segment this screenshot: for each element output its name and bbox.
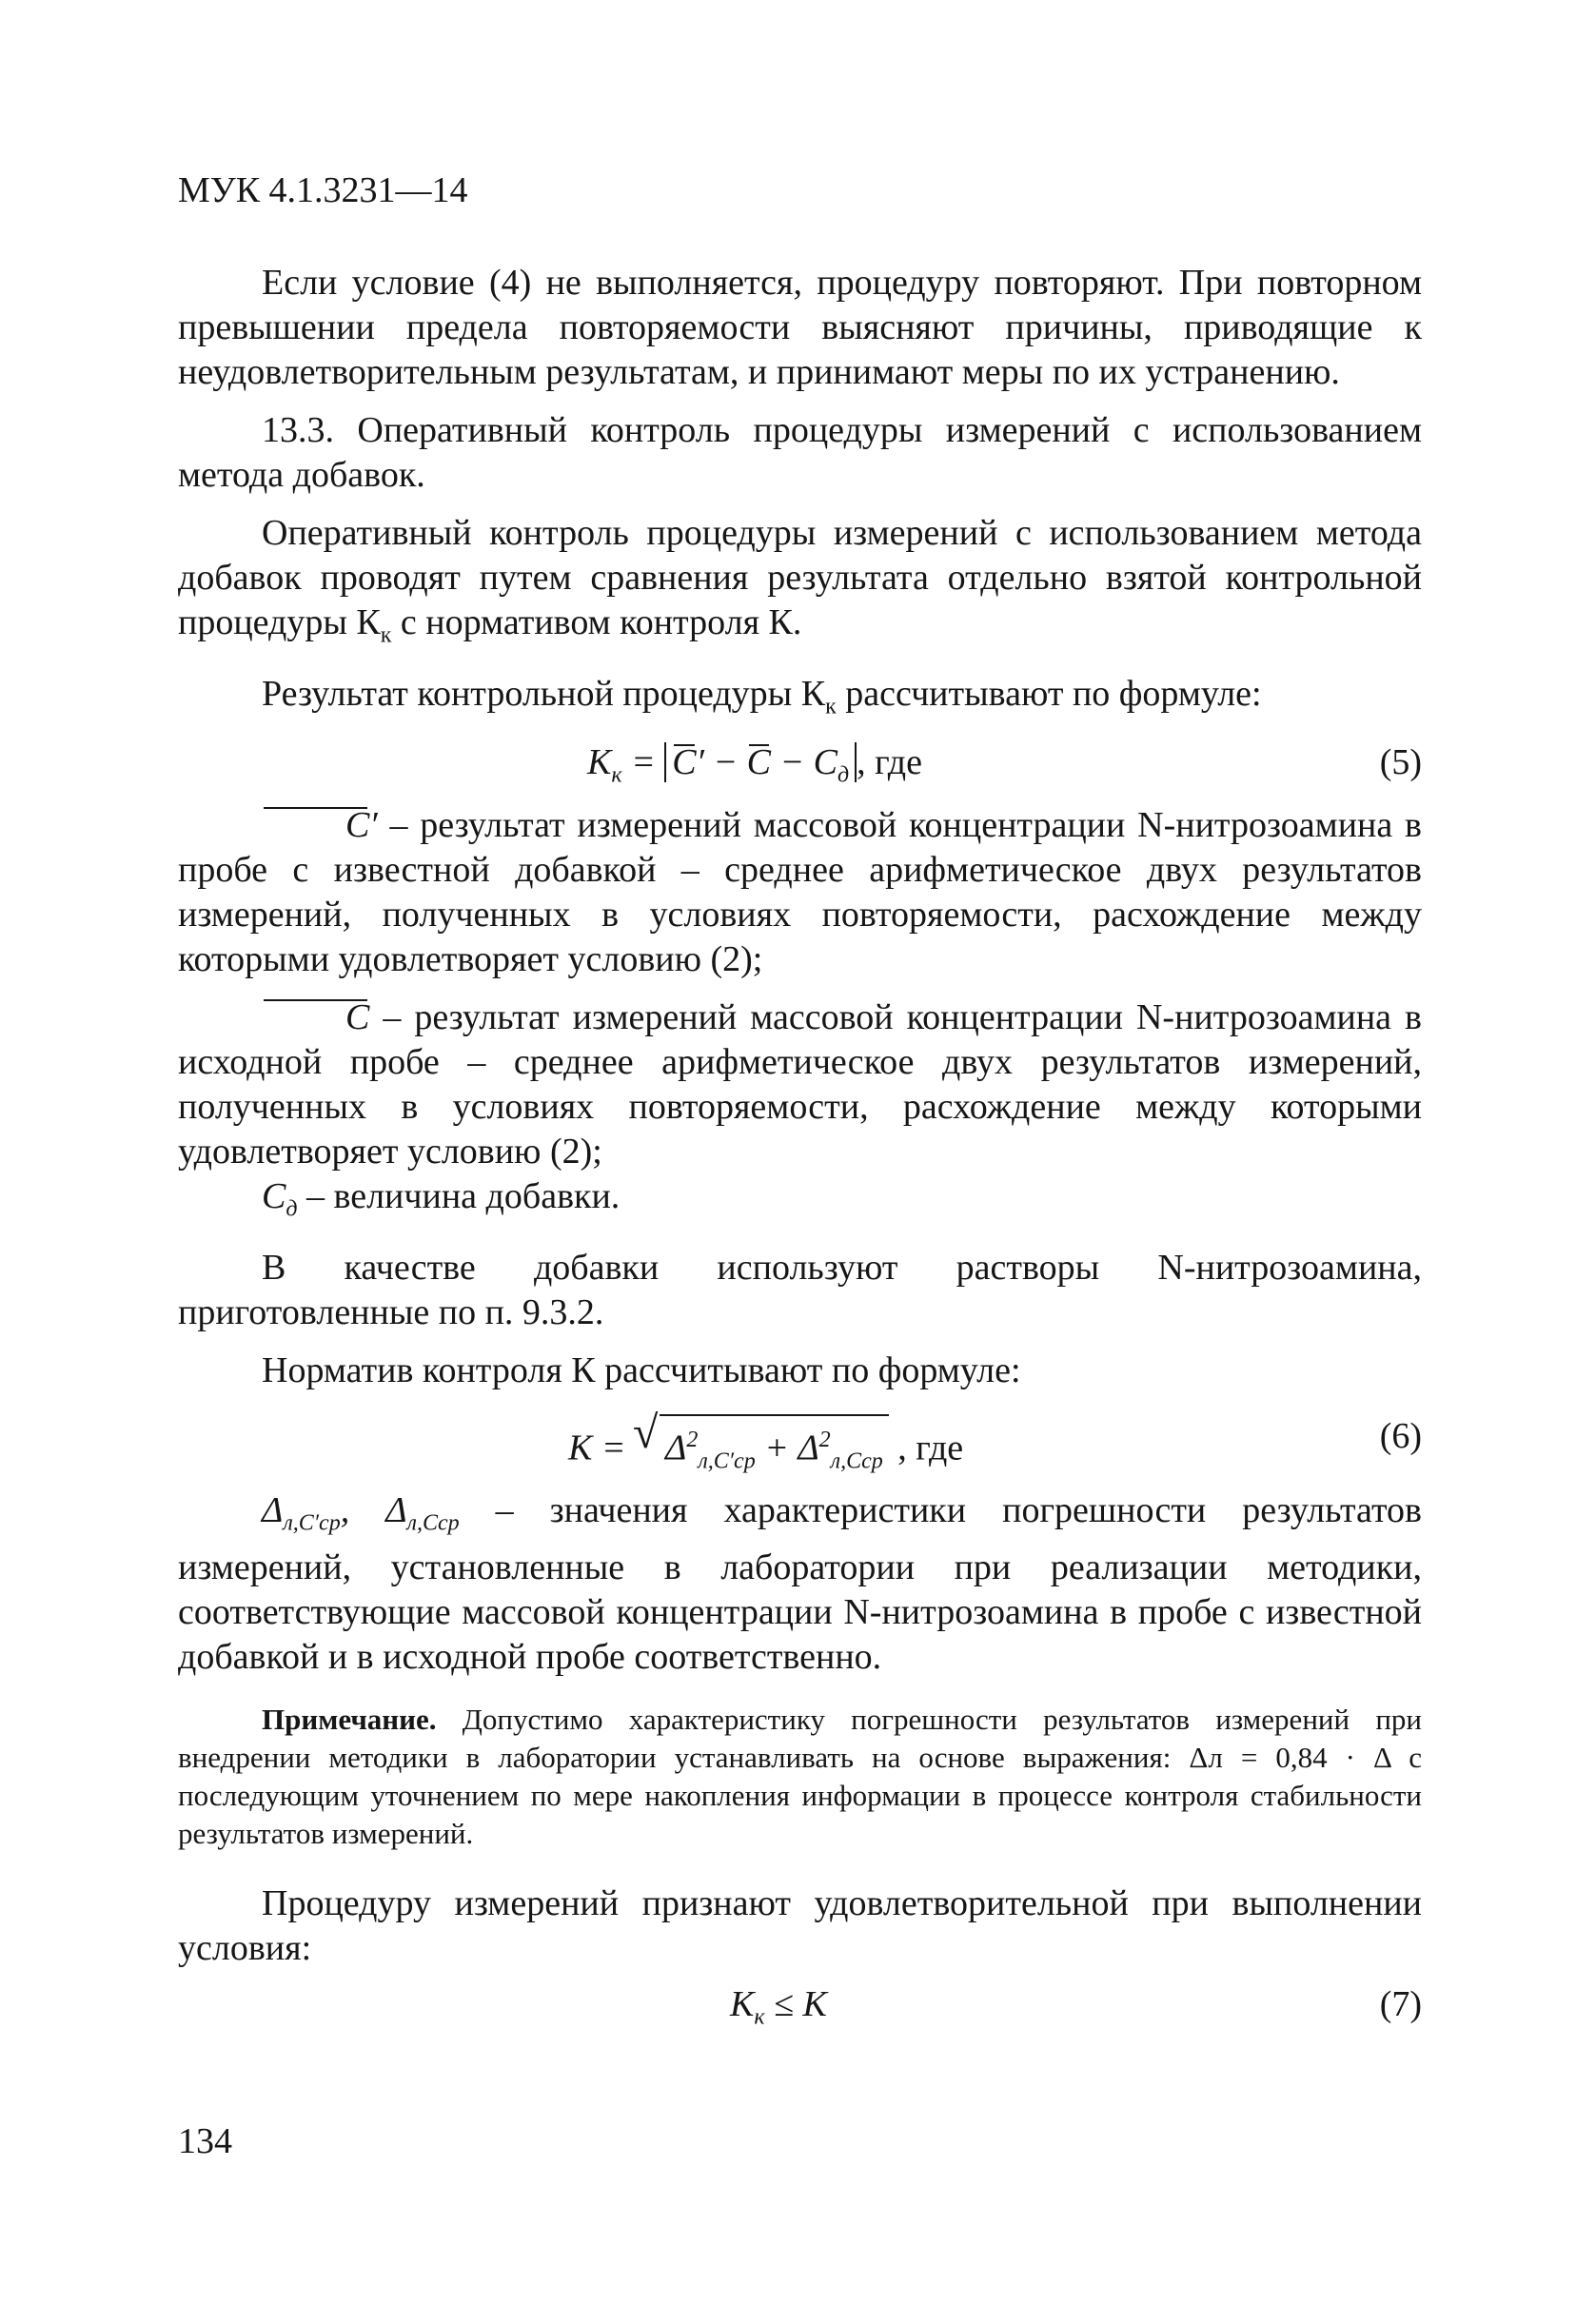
- document-header: МУК 4.1.3231—14: [178, 170, 468, 210]
- p4-tail: рассчитывают по формуле:: [836, 673, 1262, 714]
- formula-7-expression: $K_к \le K$: [730, 1984, 827, 2030]
- paragraph-1: Если условие (4) не выполняется, процедуру повторяют. При повторном превышении предела повторяемости выясняют причины, приводящие к неудовлетворительным результатам, и принимают меры по их устранению.: [178, 263, 1422, 392]
- p3-sub: к: [380, 622, 392, 648]
- p3-text: Оперативный контроль процедуры измерений с использованием метода добавок проводят путем сравнения результата отдельно взятой контрольной процедуры К: [178, 513, 1422, 642]
- formula-6-where: , где: [897, 1428, 964, 1468]
- formula-7-number: (7): [1379, 1984, 1422, 2025]
- definition-c-bar: C – результат измерений массовой концентрации N-нитрозоамина в исходной пробе – среднее арифметическое двух результатов измерений, полученных в условиях повторяемости, расхождение между которыми удовлетворяет условию (2);: [178, 997, 1422, 1172]
- definition-cd: $C_д$ – величина добавки.: [262, 1176, 621, 1222]
- formula-6-number: (6): [1379, 1415, 1422, 1456]
- paragraph-5: В качестве добавки используют растворы N-нитрозоамина, приготовленные по п. 9.3.2.: [178, 1247, 1422, 1332]
- document-body: [178, 261, 1422, 2045]
- formula-5-expression: $K_к = C' - C - C_д$ , где: [587, 742, 922, 788]
- definition-c-prime: C′ – результат измерений массовой концентрации N-нитрозоамина в пробе с известной добавкой – среднее арифметическое двух результатов измерений, полученных в условиях повторяемости, расхождение между которыми удовлетворяет условию (2);: [178, 805, 1422, 980]
- note-text: Допустимо характеристику погрешности результатов измерений при внедрении методики в лаборатории устанавливать на основе выражения: Δл = 0,84 · Δ с последующим уточнением по мере накопления информации в процессе контроля стабильности результатов измерений.: [178, 1703, 1422, 1851]
- note-label: Примечание.: [262, 1703, 437, 1737]
- paragraph-7: Процедуру измерений признают удовлетворительной при выполнении условия:: [178, 1883, 1422, 1969]
- paragraph-4: [178, 672, 1422, 730]
- formula-6-expression: K = √ $\Delta^2_{л,C'ср} + \Delta^2_{л,Cср}$ , где: [568, 1414, 963, 1484]
- p4-text: Результат контрольной процедуры К: [262, 673, 826, 714]
- paragraph-6: Норматив контроля К рассчитывают по формуле:: [262, 1350, 1021, 1390]
- formula-7: [178, 1971, 1422, 2045]
- page-number: 134: [178, 2121, 232, 2161]
- formula-5-number: (5): [1379, 742, 1422, 783]
- definition-delta: $\Delta_{л,C'ср}$, $\Delta_{л,Cср}$ – значения характеристики погрешности результатов измерений, установленные в лаборатории при реализации методики, соответствующие массовой концентрации N-нитрозоамина в пробе с известной добавкой и в исходной пробе соответственно.: [178, 1489, 1422, 1678]
- def4-text: – значения характеристики погрешности результатов измерений, установленные в лаборатории при реализации методики, соответствующие массовой концентрации N-нитрозоамина в пробе с известной добавкой и в исходной пробе соответственно.: [178, 1489, 1422, 1678]
- def1-text: – результат измерений массовой концентрации N-нитрозоамина в пробе с известной добавкой – среднее арифметическое двух результатов измерений, полученных в условиях повторяемости, расхождение между которыми удовлетворяет условию (2);: [178, 805, 1422, 980]
- p3-tail: с нормативом контроля К.: [391, 602, 802, 642]
- def3-text: – величина добавки.: [297, 1176, 621, 1217]
- paragraph-3: [178, 511, 1422, 659]
- note: [178, 1701, 1422, 1853]
- def2-text: – результат измерений массовой концентрации N-нитрозоамина в исходной пробе – среднее арифметическое двух результатов измерений, полученных в условиях повторяемости, расхождение между которыми удовлетворяет условию (2);: [178, 997, 1422, 1172]
- formula-5: [178, 729, 1422, 803]
- formula-5-where: , где: [857, 742, 922, 783]
- paragraph-section-13-3: 13.3. Оперативный контроль процедуры измерений с использованием метода добавок.: [178, 410, 1422, 495]
- formula-6: [178, 1393, 1422, 1488]
- p4-sub: к: [825, 694, 837, 719]
